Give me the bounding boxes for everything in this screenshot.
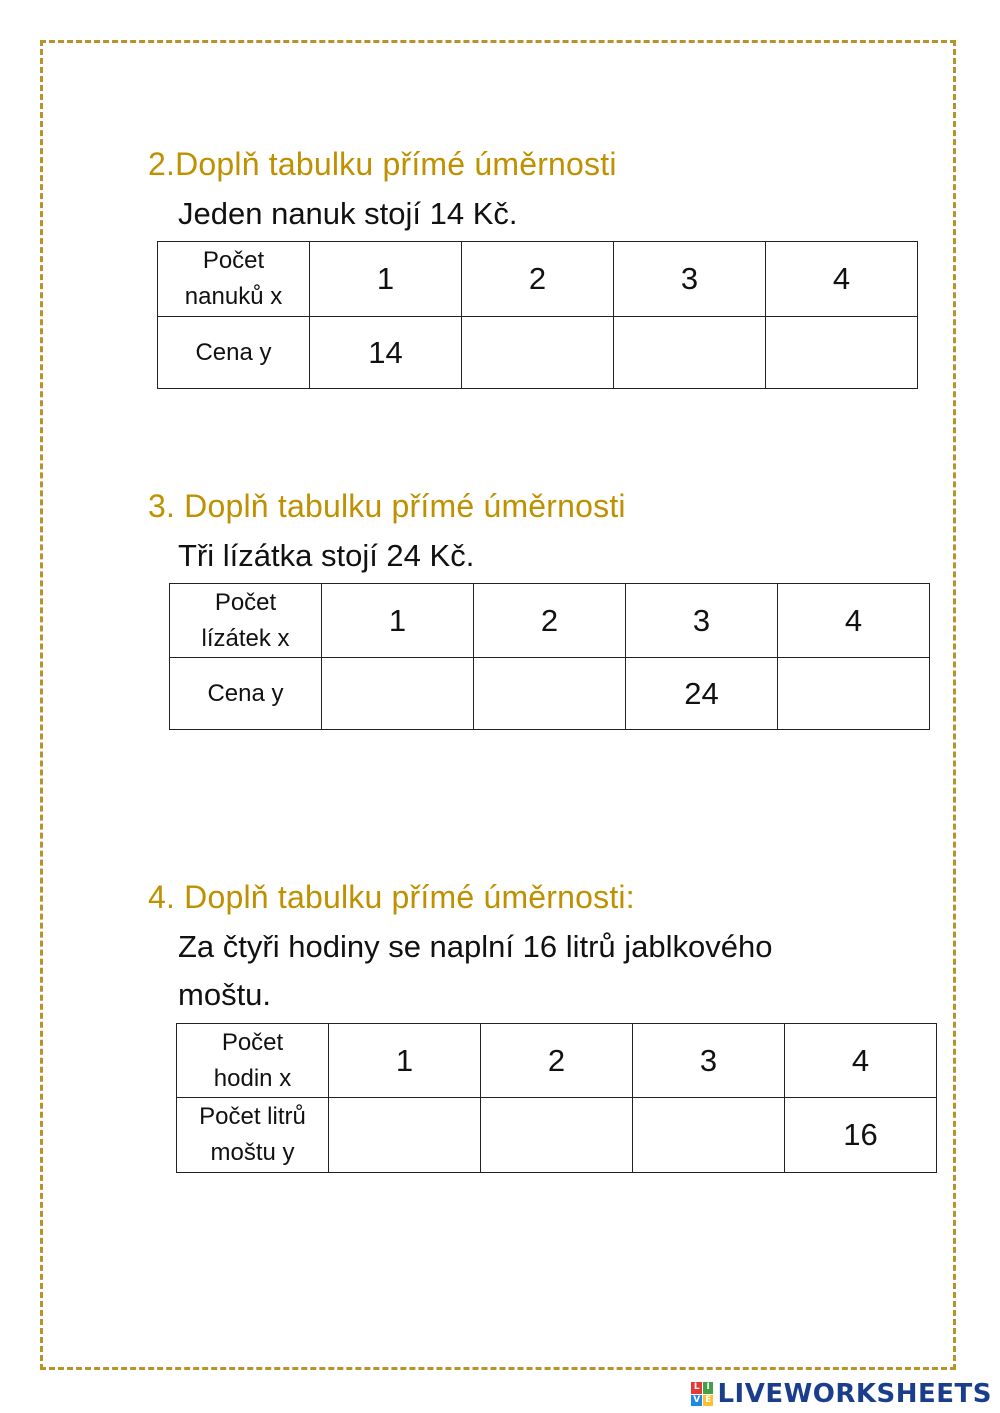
- y-value-cell: 16: [785, 1098, 937, 1173]
- table-row-y: [158, 317, 918, 389]
- x-value-cell: 3: [614, 242, 766, 317]
- x-value-cell: 2: [462, 242, 614, 317]
- answer-cell[interactable]: [633, 1098, 785, 1173]
- exercise-3-sentence: Tři lízátka stojí 24 Kč.: [178, 538, 475, 573]
- x-value-cell: 1: [329, 1024, 481, 1098]
- x-label-cell: [170, 584, 322, 658]
- logo-letter: I: [703, 1382, 714, 1394]
- answer-cell[interactable]: [766, 317, 918, 389]
- exercise-4-heading: 4. Doplň tabulku přímé úměrnosti:: [148, 879, 635, 915]
- exercise-3-table: [169, 583, 930, 730]
- exercise-4-sentence-line-1: Za čtyři hodiny se naplní 16 litrů jablkového: [178, 929, 773, 964]
- x-value-cell: 3: [626, 584, 778, 658]
- y-label-line-1: Cena y: [195, 338, 272, 366]
- answer-cell[interactable]: [474, 658, 626, 730]
- x-label-line-2: nanuků x: [184, 283, 283, 310]
- exercise-4-sentence-line-2: moštu.: [178, 977, 272, 1012]
- x-value-cell: 1: [310, 242, 462, 317]
- x-label-line-1: Počet: [202, 247, 265, 274]
- table-row-x: [170, 584, 930, 658]
- y-label-cell: [170, 658, 322, 730]
- answer-cell[interactable]: [462, 317, 614, 389]
- brand-text: LIVEWORKSHEETS: [717, 1379, 992, 1409]
- y-label-line-1: Počet litrů: [199, 1103, 306, 1130]
- answer-cell[interactable]: [614, 317, 766, 389]
- x-value-cell: 1: [322, 584, 474, 658]
- y-value-cell: 14: [310, 317, 462, 389]
- exercise-2-sentence: Jeden nanuk stojí 14 Kč.: [178, 196, 518, 231]
- answer-cell[interactable]: [322, 658, 474, 730]
- logo-letter: E: [703, 1395, 714, 1407]
- liveworksheets-logo-icon: [691, 1382, 713, 1406]
- table-row-x: [177, 1024, 937, 1098]
- y-label-line-1: Cena y: [207, 679, 284, 707]
- exercise-2-table: [157, 241, 918, 389]
- x-label-line-1: Počet: [214, 588, 277, 616]
- logo-letter: L: [691, 1382, 702, 1394]
- exercise-3-heading: 3. Doplň tabulku přímé úměrnosti: [148, 488, 626, 524]
- x-label-line-2: lízátek x: [201, 624, 290, 652]
- y-value-cell: 24: [626, 658, 778, 730]
- y-label-cell: [158, 317, 310, 389]
- y-label-line-2: moštu y: [210, 1139, 295, 1166]
- answer-cell[interactable]: [778, 658, 930, 730]
- x-label-line-2: hodin x: [213, 1064, 292, 1092]
- answer-cell[interactable]: [481, 1098, 633, 1173]
- x-value-cell: 3: [633, 1024, 785, 1098]
- table-row-y: [177, 1098, 937, 1173]
- x-label-line-1: Počet: [221, 1028, 284, 1056]
- x-label-cell: [177, 1024, 329, 1098]
- x-value-cell: 4: [778, 584, 930, 658]
- x-value-cell: 2: [474, 584, 626, 658]
- x-label-cell: [158, 242, 310, 317]
- x-value-cell: 4: [785, 1024, 937, 1098]
- x-value-cell: 4: [766, 242, 918, 317]
- liveworksheets-brand[interactable]: [691, 1379, 992, 1409]
- logo-letter: V: [693, 1394, 701, 1405]
- table-row-x: [158, 242, 918, 317]
- exercise-2-heading: 2.Doplň tabulku přímé úměrnosti: [148, 146, 617, 182]
- answer-cell[interactable]: [329, 1098, 481, 1173]
- y-label-cell: [177, 1098, 329, 1173]
- exercise-4-table: [176, 1023, 937, 1173]
- table-row-y: [170, 658, 930, 730]
- x-value-cell: 2: [481, 1024, 633, 1098]
